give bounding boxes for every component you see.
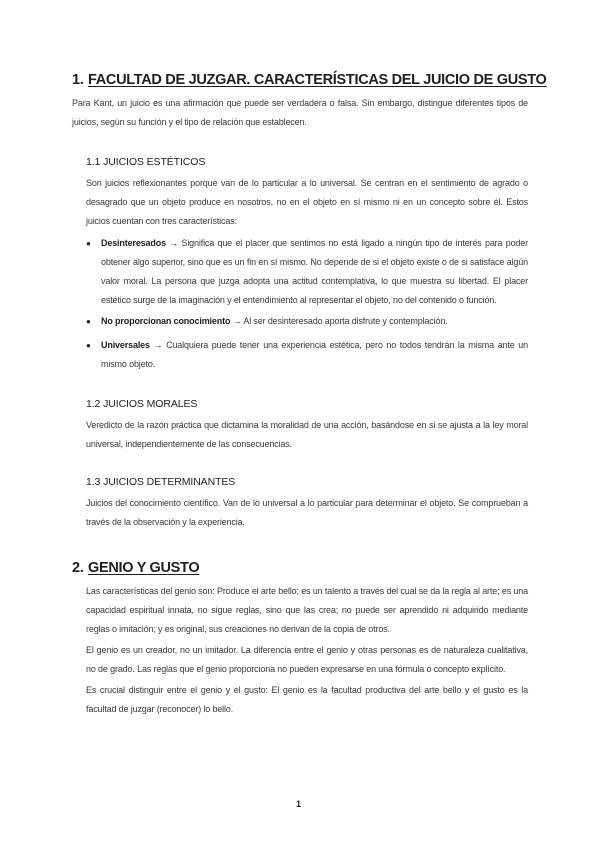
subsection-1-3-title: 1.3 JUICIOS DETERMINANTES xyxy=(86,476,236,488)
bullet-term: No proporcionan conocimiento → xyxy=(101,316,242,326)
bullet-dot: ● xyxy=(86,341,91,350)
section-2-title: GENIO Y GUSTO xyxy=(88,560,200,576)
bullet-text: Significa que el placer que sentimos no está ligado a ningún tipo de interés para poder obtener algo superior, sino que es un fin en sí mismo. No depende de si el objeto existe o de si satisface algún valor moral. La persona que juzga adopta una actitud contemplativa, lo que muestra su libertad. El placer estético surge de la imaginación y el entendimiento al representar el objeto, no del contenido o función. xyxy=(101,238,528,305)
section-1-number: 1. xyxy=(72,72,84,88)
subsection-1-1-text: Son juicios reflexionantes porque van de lo particular a lo universal. Se centran en el sentimiento de agrado o desagrado que un objeto produce en nosotros, no en el objeto en sí mismo ni en un concepto sobre él. Estos juicios cuentan con tres características: xyxy=(86,178,528,226)
subsection-1-2-title: 1.2 JUICIOS MORALES xyxy=(86,398,198,410)
bullet-body xyxy=(101,336,528,374)
bullet-text: Al ser desinteresado aporta disfrute y contemplación. xyxy=(241,316,448,326)
section-1-heading xyxy=(72,72,547,88)
bullet-desinteresados xyxy=(86,234,528,310)
section-2-paragraph: El genio es un creador, no un imitador. La diferencia entre el genio y otras personas es de naturaleza cualitativa, no de grado. Las reglas que el genio proporciona no pueden expresarse en una fórmula o concepto explícito. xyxy=(86,645,528,674)
bullet-dot: ● xyxy=(86,239,91,248)
subsection-1-1-title: 1.1 JUICIOS ESTÉTICOS xyxy=(86,156,206,168)
bullet-dot: ● xyxy=(86,317,91,326)
bullet-text: Cualquiera puede tener una experiencia estética, pero no todos tendrán la misma ante un mismo objeto. xyxy=(101,340,528,369)
bullet-no-conocimiento xyxy=(86,312,528,331)
section-2-heading xyxy=(72,560,199,576)
section-1-title: FACULTAD DE JUZGAR. CARACTERÍSTICAS DEL JUICIO DE GUSTO xyxy=(88,72,547,88)
page-number: 1 xyxy=(296,799,302,809)
bullet-body xyxy=(101,234,528,310)
bullet-universales xyxy=(86,336,528,374)
section-2-number: 2. xyxy=(72,560,84,576)
section-2-paragraph: Es crucial distinguir entre el genio y el gusto: El genio es la facultad productiva del arte bello y el gusto es la facultad de juzgar (reconocer) lo bello. xyxy=(86,685,528,714)
bullet-term: Universales → xyxy=(101,340,163,350)
subsection-1-3-text: Juicios del conocimiento científico. Van de lo universal a lo particular para determinar el objeto. Se comprueban a través de la observación y la experiencia. xyxy=(86,498,528,527)
bullet-body xyxy=(101,312,528,331)
bullet-term: Desinteresados → xyxy=(101,238,179,248)
section-2-paragraph: Las características del genio son: Produce el arte bello; es un talento a través del cual se da la regla al arte; es una capacidad espiritual innata, no sigue reglas, sino que las crea; no puede ser aprendido ni adquirido mediante reglas o imitación; y es original, sus creaciones no derivan de la copia de otros. xyxy=(86,586,528,634)
subsection-1-2-text: Veredicto de la razón práctica que dictamina la moralidad de una acción, basándose en si se ajusta a la ley moral universal, independientemente de las consecuencias. xyxy=(86,420,528,449)
section-1-intro: Para Kant, un juicio es una afirmación que puede ser verdadera o falsa. Sin embargo, distingue diferentes tipos de juicios, según su función y el tipo de relación que establecen. xyxy=(72,98,528,127)
